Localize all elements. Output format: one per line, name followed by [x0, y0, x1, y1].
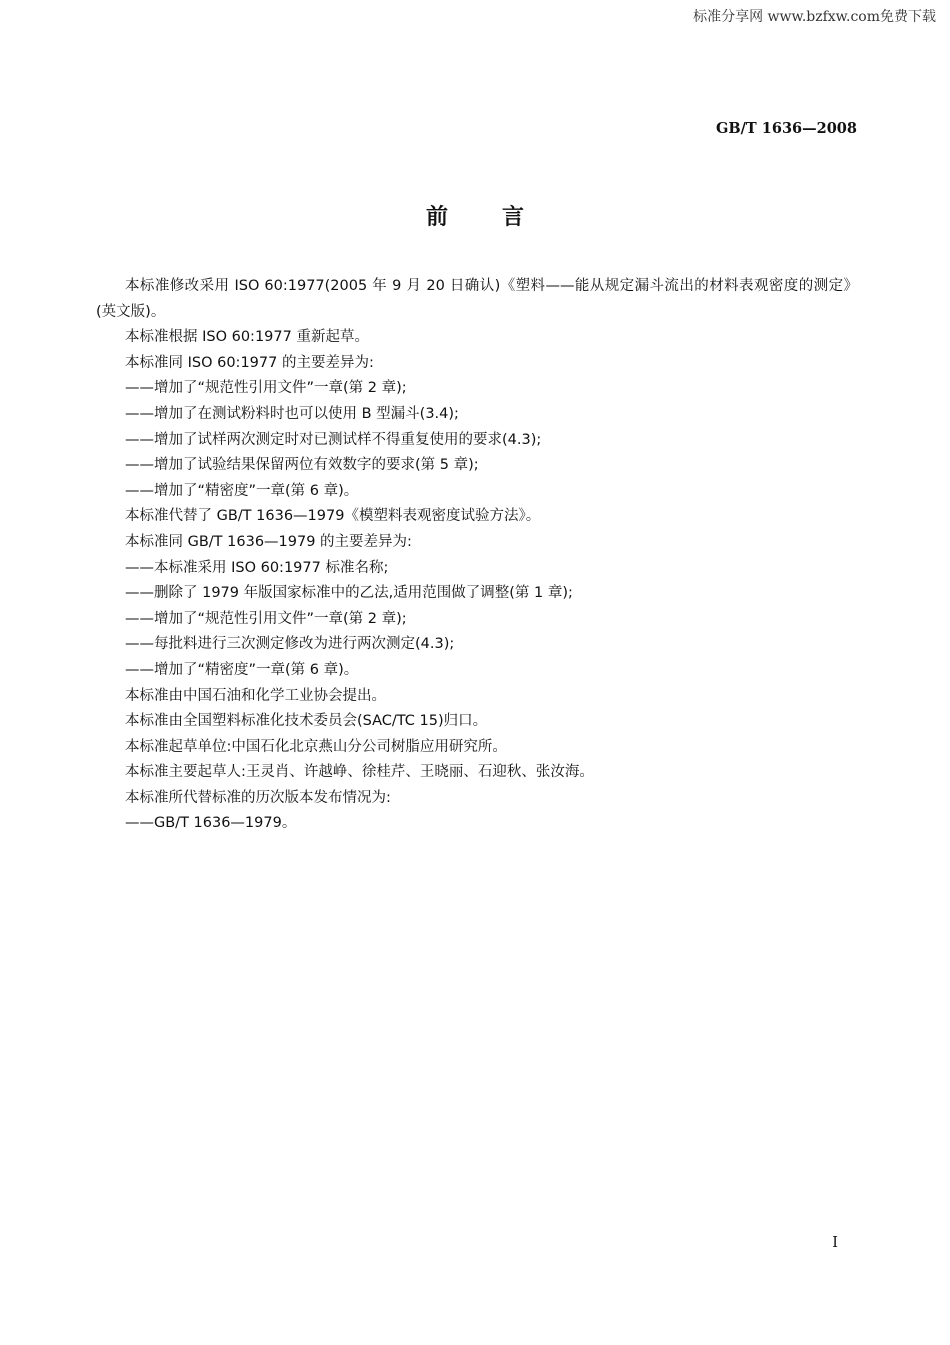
- watermark-text: 标准分享网 www.bzfxw.com免费下载: [693, 9, 936, 25]
- paragraph-drafting-basis: 本标准根据 ISO 60:1977 重新起草。: [125, 329, 369, 346]
- list-item: ——增加了试样两次测定时对已测试样不得重复使用的要求(4.3);: [125, 431, 542, 448]
- foreword-body: [96, 274, 858, 837]
- paragraph-iso-differences-intro: 本标准同 ISO 60:1977 的主要差异为:: [125, 354, 374, 371]
- list-item: ——增加了“精密度”一章(第 6 章)。: [125, 482, 359, 499]
- paragraph-adoption: 本标准修改采用 ISO 60:1977(2005 年 9 月 20 日确认)《塑料——能从规定漏斗流出的材料表观密度的测定》(英文版)。: [96, 278, 858, 320]
- paragraph-old-differences-intro: 本标准同 GB/T 1636—1979 的主要差异为:: [125, 533, 412, 550]
- page-title: 前言: [425, 205, 578, 230]
- paragraph-drafting-unit: 本标准起草单位:中国石化北京燕山分公司树脂应用研究所。: [125, 738, 507, 755]
- list-item: ——增加了在测试粉料时也可以使用 B 型漏斗(3.4);: [125, 405, 459, 422]
- list-item: ——每批料进行三次测定修改为进行两次测定(4.3);: [125, 636, 455, 653]
- paragraph-history-intro: 本标准所代替标准的历次版本发布情况为:: [125, 789, 391, 806]
- paragraph-proposed-by: 本标准由中国石油和化学工业协会提出。: [125, 687, 386, 704]
- list-item: ——增加了试验结果保留两位有效数字的要求(第 5 章);: [125, 457, 479, 474]
- list-item: ——增加了“规范性引用文件”一章(第 2 章);: [125, 610, 407, 627]
- list-item: ——删除了 1979 年版国家标准中的乙法,适用范围做了调整(第 1 章);: [125, 585, 573, 602]
- list-item: ——增加了“规范性引用文件”一章(第 2 章);: [125, 380, 407, 397]
- list-item: ——增加了“精密度”一章(第 6 章)。: [125, 661, 359, 678]
- paragraph-replaces: 本标准代替了 GB/T 1636—1979《模塑料表观密度试验方法》。: [125, 508, 541, 525]
- paragraph-under-jurisdiction: 本标准由全国塑料标准化技术委员会(SAC/TC 15)归口。: [125, 713, 488, 730]
- list-item: ——本标准采用 ISO 60:1977 标准名称;: [125, 559, 389, 576]
- paragraph-drafters: 本标准主要起草人:王灵肖、许越峥、徐桂芹、王晓丽、石迎秋、张汝海。: [125, 764, 594, 781]
- standard-code: GB/T 1636—2008: [716, 120, 857, 137]
- list-item: ——GB/T 1636—1979。: [125, 815, 297, 832]
- page-number: I: [832, 1235, 838, 1251]
